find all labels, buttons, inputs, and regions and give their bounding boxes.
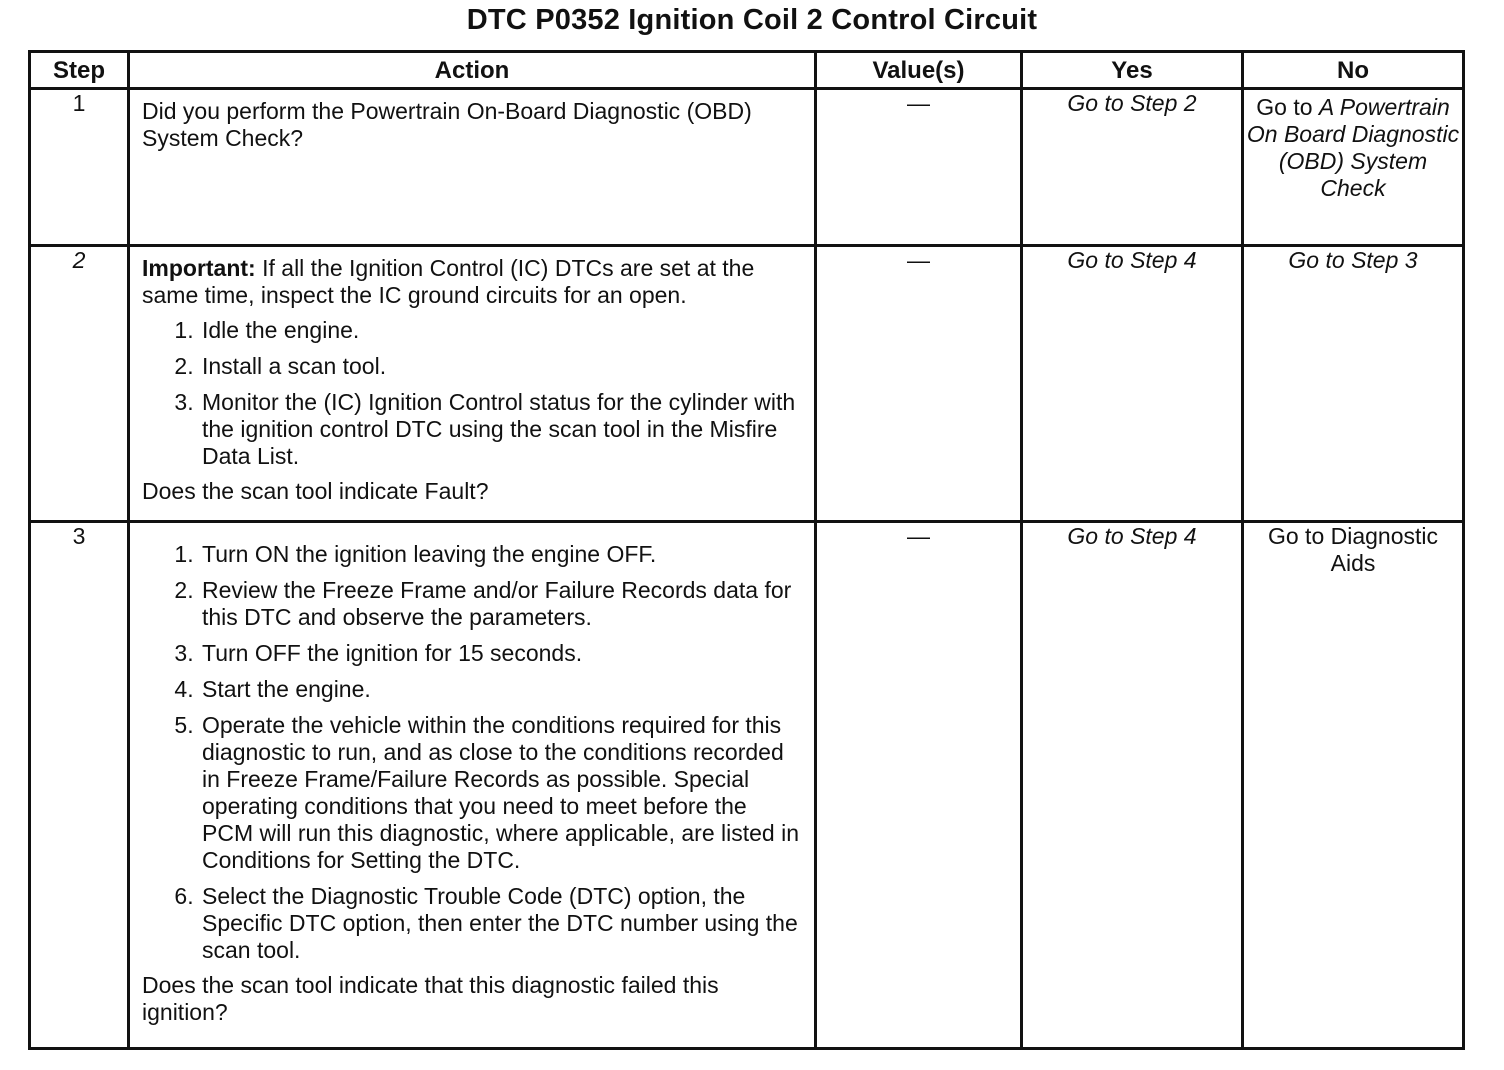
- header-values: Value(s): [816, 52, 1022, 89]
- step-number: 1: [30, 89, 129, 246]
- table-row: [30, 522, 1464, 1049]
- no-prefix: Go to: [1256, 94, 1319, 120]
- yes-cell: Go to Step 2: [1022, 89, 1243, 246]
- header-action: Action: [129, 52, 816, 89]
- list-item: 3. Monitor the (IC) Ignition Control status for the cylinder with the ignition control DTC using the scan tool in the Misfire Data List.: [200, 389, 804, 470]
- value-cell: [816, 522, 1022, 1049]
- no-cell: [1243, 522, 1464, 1049]
- header-yes: Yes: [1022, 52, 1243, 89]
- action-cell: [129, 89, 816, 246]
- list-item: 5. Operate the vehicle within the conditions required for this diagnostic to run, and as close to the conditions recorded in Freeze Frame/Failure Records as possible. Special operating conditions that you need to meet before the PCM will run this diagnostic, where applicable, are listed in Conditions for Setting the DTC.: [200, 712, 804, 874]
- value-dash: —: [907, 90, 930, 116]
- yes-cell: Go to Step 4: [1022, 522, 1243, 1049]
- question-text: Does the scan tool indicate Fault?: [142, 478, 489, 504]
- action-cell: [129, 246, 816, 522]
- list-item: 2. Install a scan tool.: [200, 353, 804, 380]
- yes-cell: Go to Step 4: [1022, 246, 1243, 522]
- list-item: 2. Review the Freeze Frame and/or Failure Records data for this DTC and observe the parameters.: [200, 577, 804, 631]
- action-cell: [129, 522, 816, 1049]
- procedure-list: [142, 541, 804, 964]
- table-header-row: [30, 52, 1464, 89]
- table-row: [30, 246, 1464, 522]
- no-link-text: A Powertrain On Board Diagnostic (OBD) System Check: [1246, 94, 1460, 201]
- no-cell: Go to Step 3: [1243, 246, 1464, 522]
- question-text: Does the scan tool indicate that this diagnostic failed this ignition?: [142, 972, 719, 1025]
- action-text: Did you perform the Powertrain On-Board Diagnostic (OBD) System Check?: [142, 98, 752, 151]
- value-dash: —: [907, 247, 930, 273]
- step-number: 2: [30, 246, 129, 522]
- diagnostic-table: [28, 50, 1465, 1050]
- no-text: Go to Diagnostic Aids: [1267, 523, 1439, 576]
- list-item: 4. Start the engine.: [200, 676, 804, 703]
- important-label: Important:: [142, 255, 256, 281]
- list-item: 1. Idle the engine.: [200, 317, 804, 344]
- value-cell: [816, 246, 1022, 522]
- important-note: [142, 255, 804, 309]
- procedure-list: [142, 317, 804, 470]
- list-item: 6. Select the Diagnostic Trouble Code (DTC) option, the Specific DTC option, then enter the DTC number using the scan tool.: [200, 883, 804, 964]
- list-item: 3. Turn OFF the ignition for 15 seconds.: [200, 640, 804, 667]
- header-no: No: [1243, 52, 1464, 89]
- list-item: 1. Turn ON the ignition leaving the engine OFF.: [200, 541, 804, 568]
- value-dash: —: [907, 523, 930, 549]
- page-title: DTC P0352 Ignition Coil 2 Control Circuit: [466, 4, 1038, 36]
- important-text: If all the Ignition Control (IC) DTCs are set at the same time, inspect the IC ground circuits for an open.: [142, 255, 755, 308]
- value-cell: [816, 89, 1022, 246]
- no-cell: [1243, 89, 1464, 246]
- step-number: 3: [30, 522, 129, 1049]
- table-row: [30, 89, 1464, 246]
- header-step: Step: [30, 52, 129, 89]
